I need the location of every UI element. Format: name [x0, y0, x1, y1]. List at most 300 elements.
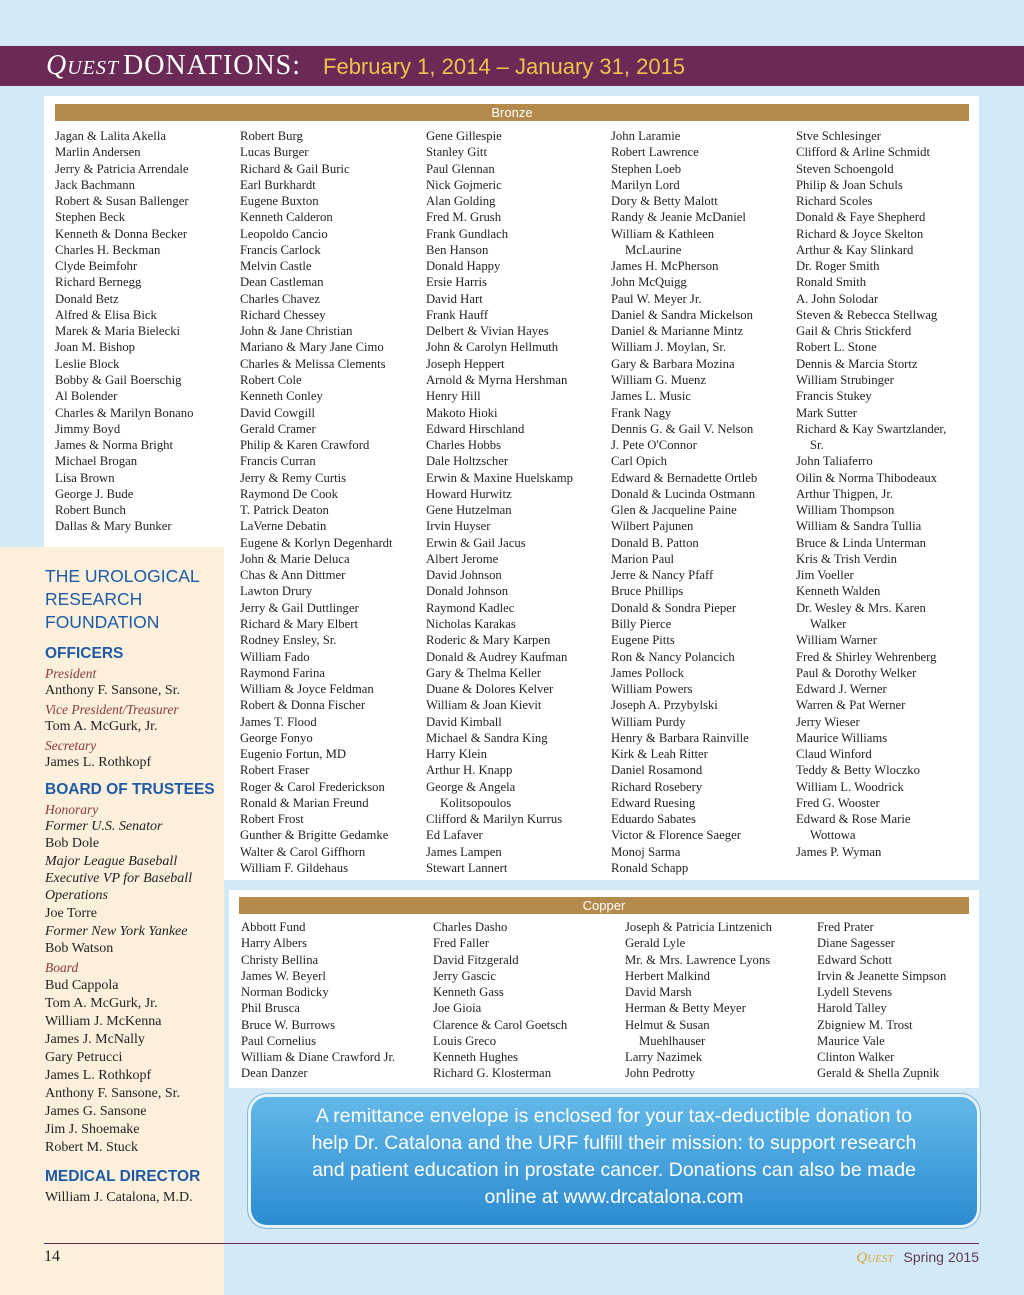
- donor-name: Glen & Jacqueline Paine: [611, 503, 737, 518]
- donor-name: Arthur H. Knapp: [426, 763, 513, 778]
- copper-column-4: [817, 919, 946, 1082]
- donor-name: Dean Castleman: [240, 275, 324, 290]
- footer-publication: [856, 1249, 979, 1267]
- donor-name: Bobby & Gail Boerschig: [55, 372, 182, 387]
- donor-name: Jimmy Boyd: [55, 421, 121, 436]
- donor-name: Ersie Harris: [426, 275, 487, 290]
- donor-name: Charles & Melissa Clements: [240, 356, 386, 371]
- board-member: Anthony F. Sansone, Sr.: [45, 1086, 181, 1101]
- honorary-3-name: Bob Watson: [45, 941, 114, 956]
- donor-name: Harry Albers: [241, 936, 307, 951]
- donor-name: Carl Opich: [611, 454, 668, 469]
- donor-name: Dale Holtzscher: [426, 454, 509, 469]
- vp-name: Tom A. McGurk, Jr.: [45, 719, 158, 734]
- donor-name: Muehlhauser: [639, 1033, 706, 1048]
- donor-name: Charles Hobbs: [426, 438, 502, 453]
- donor-name: Robert & Susan Ballenger: [55, 194, 189, 209]
- donor-name: Billy Pierce: [611, 616, 672, 631]
- donor-name: Randy & Jeanie McDaniel: [611, 210, 746, 225]
- donor-name: Herbert Malkind: [625, 968, 710, 983]
- donor-name: Bruce Phillips: [611, 584, 684, 599]
- donor-name: Mark Sutter: [796, 405, 857, 420]
- donor-name: Norman Bodicky: [241, 985, 329, 1000]
- donor-name: Clifford & Marilyn Kurrus: [426, 812, 563, 827]
- donor-name: Ronald & Marian Freund: [240, 795, 369, 810]
- donor-name: Daniel Rosamond: [611, 763, 703, 778]
- donor-name: Fred M. Grush: [426, 210, 502, 225]
- donor-name: Dennis G. & Gail V. Nelson: [611, 421, 754, 436]
- donor-name: William Purdy: [611, 714, 686, 729]
- donor-name: Donald & Sondra Pieper: [611, 600, 737, 615]
- donor-name: Warren & Pat Werner: [796, 698, 906, 713]
- donor-name: Frank Nagy: [611, 405, 672, 420]
- donor-name: William Strubinger: [796, 372, 894, 387]
- donor-name: Marion Paul: [611, 551, 675, 566]
- donor-name: Jagan & Lalita Akella: [55, 129, 166, 143]
- donor-name: Sr.: [810, 438, 824, 453]
- donor-name: James Pollock: [611, 665, 684, 680]
- org-name-line-2: RESEARCH: [45, 589, 143, 609]
- footer-edition: Spring 2015: [903, 1249, 979, 1265]
- donor-name: Maurice Vale: [817, 1033, 885, 1048]
- donor-name: Marlin Andersen: [55, 145, 141, 160]
- foundation-sidebar: [0, 547, 224, 1295]
- donor-name: John Laramie: [611, 129, 681, 143]
- donor-name: Ron & Nancy Polancich: [611, 649, 735, 664]
- president-role: President: [45, 666, 97, 681]
- date-range: February 1, 2014 – January 31, 2015: [323, 54, 686, 79]
- donor-name: Richard Rosebery: [611, 779, 703, 794]
- donor-name: Bruce & Linda Unterman: [796, 535, 927, 550]
- donor-name: Harry Klein: [426, 747, 487, 762]
- donor-name: James H. McPherson: [611, 259, 719, 274]
- donor-name: Walker: [810, 616, 847, 631]
- donor-name: Harold Talley: [817, 1001, 887, 1016]
- donor-name: Raymond Farina: [240, 665, 325, 680]
- donor-name: David Hart: [426, 291, 483, 306]
- donor-name: Jerry & Patricia Arrendale: [55, 161, 189, 176]
- donor-name: James & Norma Bright: [55, 438, 174, 453]
- donor-name: David Cowgill: [240, 405, 316, 420]
- donor-name: Daniel & Marianne Mintz: [611, 324, 744, 339]
- donor-name: Dr. Roger Smith: [796, 259, 880, 274]
- bronze-column-3: [426, 128, 573, 876]
- donor-name: Helmut & Susan: [625, 1017, 710, 1032]
- donor-name: Lydell Stevens: [817, 985, 893, 1000]
- donor-name: William Fado: [240, 649, 310, 664]
- donor-name: Paul Glennan: [426, 161, 495, 176]
- donor-name: Christy Bellina: [241, 952, 319, 967]
- org-name-line-3: FOUNDATION: [45, 612, 160, 632]
- donor-name: Charles Chavez: [240, 291, 320, 306]
- footer-rule: [44, 1243, 979, 1244]
- donor-name: Kenneth Hughes: [433, 1050, 518, 1065]
- callout-line-2: help Dr. Catalona and the URF fulfill their mission: to support research: [311, 1132, 917, 1154]
- donor-name: William & Joan Kievit: [426, 698, 542, 713]
- donor-name: Jerry & Remy Curtis: [240, 470, 347, 485]
- donor-name: Howard Hurwitz: [426, 486, 512, 501]
- donor-name: Stewart Lannert: [426, 860, 508, 875]
- donor-name: Fred G. Wooster: [796, 795, 880, 810]
- donor-name: Irvin & Jeanette Simpson: [817, 968, 947, 983]
- donor-name: Kenneth Calderon: [240, 210, 333, 225]
- donor-name: Jerry & Gail Duttlinger: [240, 600, 359, 615]
- org-name-line-1: THE UROLOGICAL: [45, 566, 200, 586]
- donor-name: Richard Scoles: [796, 194, 873, 209]
- donor-name: Erwin & Gail Jacus: [426, 535, 526, 550]
- callout-text: [251, 1103, 977, 1211]
- donor-name: James P. Wyman: [796, 844, 882, 859]
- copper-column-1: [241, 919, 395, 1082]
- donor-name: Ed Lafaver: [426, 828, 483, 843]
- donor-name: Eduardo Sabates: [611, 812, 696, 827]
- donor-name: David Johnson: [426, 568, 502, 583]
- donor-name: Larry Nazimek: [625, 1050, 703, 1065]
- donor-name: Phil Brusca: [241, 1001, 300, 1016]
- donor-name: Oilin & Norma Thibodeaux: [796, 470, 938, 485]
- donor-name: Maurice Williams: [796, 730, 888, 745]
- medical-director-name: William J. Catalona, M.D.: [45, 1190, 193, 1205]
- donor-name: Donald Johnson: [426, 584, 509, 599]
- donor-name: Delbert & Vivian Hayes: [426, 324, 549, 339]
- board-member: James L. Rothkopf: [45, 1068, 152, 1083]
- donor-name: David Fitzgerald: [433, 952, 519, 967]
- donor-name: Donald & Lucinda Ostmann: [611, 486, 756, 501]
- donor-name: William & Diane Crawford Jr.: [241, 1050, 396, 1065]
- donor-name: John & Jane Christian: [240, 324, 353, 339]
- donor-name: Walter & Carol Giffhorn: [240, 844, 366, 859]
- bronze-column-1: [55, 128, 194, 535]
- donor-name: John & Marie Deluca: [240, 551, 350, 566]
- donor-name: Richard Bernegg: [55, 275, 142, 290]
- honorary-2-name: Joe Torre: [45, 906, 98, 921]
- donor-name: Duane & Dolores Kelver: [426, 682, 554, 697]
- title-quest: Quest: [46, 50, 120, 81]
- donor-name: Frank Gundlach: [426, 226, 509, 241]
- callout-line-3: and patient education in prostate cancer. Donations can also be made: [312, 1159, 916, 1181]
- honorary-role: Honorary: [45, 802, 99, 817]
- donor-name: Joan M. Bishop: [55, 340, 136, 355]
- board-member: Bud Cappola: [45, 978, 119, 993]
- donor-name: Eugenio Fortun, MD: [240, 747, 347, 762]
- donor-name: Roderic & Mary Karpen: [426, 633, 551, 648]
- donor-name: Raymond Kadlec: [426, 600, 515, 615]
- donor-name: William Thompson: [796, 503, 895, 518]
- donor-name: Paul Cornelius: [241, 1033, 317, 1048]
- donor-name: Donald B. Patton: [611, 535, 699, 550]
- donor-name: A. John Solodar: [796, 291, 879, 306]
- donor-name: Marek & Maria Bielecki: [55, 324, 181, 339]
- donor-name: Leslie Block: [55, 356, 120, 371]
- donor-name: Ronald Smith: [796, 275, 867, 290]
- donor-name: Francis Stukey: [796, 389, 872, 404]
- donor-name: Abbott Fund: [241, 920, 306, 934]
- donor-name: Francis Carlock: [240, 242, 321, 257]
- donor-name: T. Patrick Deaton: [240, 503, 329, 518]
- board-member: Tom A. McGurk, Jr.: [45, 996, 158, 1011]
- donor-name: Nick Gojmeric: [426, 177, 502, 192]
- donor-name: J. Pete O'Connor: [611, 438, 697, 453]
- donor-name: Joseph & Patricia Lintzenich: [625, 920, 772, 934]
- donor-name: Dory & Betty Malott: [611, 194, 718, 209]
- donor-name: Gail & Chris Stickferd: [796, 324, 912, 339]
- bronze-column-4: [611, 128, 757, 876]
- donor-name: Gary & Thelma Keller: [426, 665, 541, 680]
- donor-name: Stve Schlesinger: [796, 129, 881, 143]
- donor-name: Irvin Huyser: [426, 519, 491, 534]
- honorary-2-note-2: Executive VP for Baseball: [45, 871, 193, 886]
- secretary-name: James L. Rothkopf: [45, 755, 152, 770]
- donor-name: Clarence & Carol Goetsch: [433, 1017, 568, 1032]
- donor-name: Edward J. Werner: [796, 682, 887, 697]
- donor-name: Charles Dasho: [433, 920, 508, 934]
- donor-name: Gary & Barbara Mozina: [611, 356, 735, 371]
- donor-name: Paul W. Meyer Jr.: [611, 291, 702, 306]
- callout-line-4: online at www.drcatalona.com: [484, 1186, 744, 1208]
- donor-name: Jerry Gascic: [433, 968, 497, 983]
- donor-name: Kris & Trish Verdin: [796, 551, 897, 566]
- donor-name: Dr. Wesley & Mrs. Karen: [796, 600, 926, 615]
- donor-name: Fred & Shirley Wehrenberg: [796, 649, 937, 664]
- donor-name: Jack Bachmann: [55, 177, 135, 192]
- donor-name: Clinton Walker: [817, 1050, 895, 1065]
- donor-name: Francis Curran: [240, 454, 316, 469]
- donor-name: Dennis & Marcia Stortz: [796, 356, 918, 371]
- donor-name: Philip & Karen Crawford: [240, 438, 370, 453]
- donor-name: Joe Gioia: [433, 1001, 482, 1016]
- donor-name: LaVerne Debatin: [240, 519, 327, 534]
- donor-name: Robert Lawrence: [611, 145, 699, 160]
- title-donations: DONATIONS:: [123, 50, 302, 81]
- donor-name: David Marsh: [625, 985, 692, 1000]
- donor-name: Edward & Rose Marie: [796, 812, 911, 827]
- donor-name: Rodney Ensley, Sr.: [240, 633, 337, 648]
- donor-name: Kenneth Conley: [240, 389, 323, 404]
- donor-name: Richard & Mary Elbert: [240, 616, 359, 631]
- donor-name: Richard & Joyce Skelton: [796, 226, 924, 241]
- donor-name: George J. Bude: [55, 486, 134, 501]
- donor-name: Kenneth Walden: [796, 584, 881, 599]
- donor-name: John Pedrotty: [625, 1066, 696, 1081]
- donor-name: Kenneth & Donna Becker: [55, 226, 188, 241]
- donor-name: Frank Hauff: [426, 307, 489, 322]
- donor-name: Philip & Joan Schuls: [796, 177, 903, 192]
- honorary-1-note: Former U.S. Senator: [45, 819, 163, 834]
- donor-name: James W. Beyerl: [241, 968, 326, 983]
- donor-name: Henry & Barbara Rainville: [611, 730, 749, 745]
- donor-name: John McQuigg: [611, 275, 687, 290]
- donor-name: Richard G. Klosterman: [433, 1066, 552, 1081]
- donor-name: Alfred & Elisa Bick: [55, 307, 157, 322]
- vp-role: Vice President/Treasurer: [45, 702, 179, 717]
- president-name: Anthony F. Sansone, Sr.: [45, 683, 181, 698]
- donor-name: Robert Frost: [240, 812, 304, 827]
- donor-name: Ronald Schapp: [611, 860, 689, 875]
- donor-name: Lawton Drury: [240, 584, 313, 599]
- donor-name: Steven Schoengold: [796, 161, 894, 176]
- donor-name: William F. Gildehaus: [240, 860, 349, 875]
- donor-name: Lisa Brown: [55, 470, 115, 485]
- donation-callout: [251, 1097, 977, 1225]
- donor-name: Mr. & Mrs. Lawrence Lyons: [625, 952, 771, 967]
- donor-name: Gene Gillespie: [426, 129, 502, 143]
- donor-name: Arthur & Kay Slinkard: [796, 242, 914, 257]
- donor-name: Stephen Beck: [55, 210, 126, 225]
- donor-name: McLaurine: [625, 242, 682, 257]
- donor-name: Diane Sagesser: [817, 936, 895, 951]
- donor-name: John Taliaferro: [796, 454, 873, 469]
- donor-name: Henry Hill: [426, 389, 481, 404]
- donor-name: Wottowa: [810, 828, 856, 843]
- donor-name: Eugene Buxton: [240, 194, 319, 209]
- donor-name: Wilbert Pajunen: [611, 519, 694, 534]
- donor-name: Edward Hirschland: [426, 421, 525, 436]
- donor-name: Jerry Wieser: [796, 714, 860, 729]
- donor-name: Claud Winford: [796, 747, 872, 762]
- donor-name: Arnold & Myrna Hershman: [426, 372, 568, 387]
- donor-name: Gerald Lyle: [625, 936, 686, 951]
- donor-name: Charles & Marilyn Bonano: [55, 405, 194, 420]
- donor-name: Eugene Pitts: [611, 633, 675, 648]
- donor-name: Dean Danzer: [241, 1066, 308, 1081]
- donor-name: Stanley Gitt: [426, 145, 487, 160]
- donor-name: Marilyn Lord: [611, 177, 680, 192]
- donor-name: Michael & Sandra King: [426, 730, 548, 745]
- donor-name: Donald Happy: [426, 259, 501, 274]
- officers-heading: OFFICERS: [45, 645, 124, 662]
- donor-name: Chas & Ann Dittmer: [240, 568, 346, 583]
- donor-name: William Warner: [796, 633, 878, 648]
- honorary-2-note-1: Major League Baseball: [45, 854, 178, 869]
- bronze-band: Bronze: [55, 104, 969, 121]
- board-member: Robert M. Stuck: [45, 1140, 138, 1155]
- donor-name: Fred Prater: [817, 920, 874, 934]
- donor-name: Jerre & Nancy Pfaff: [611, 568, 714, 583]
- donor-name: James Lampen: [426, 844, 502, 859]
- donor-name: Makoto Hioki: [426, 405, 498, 420]
- donor-name: Robert L. Stone: [796, 340, 877, 355]
- board-member: James J. McNally: [45, 1032, 145, 1047]
- donor-name: Richard Chessey: [240, 307, 326, 322]
- donor-name: Louis Greco: [433, 1033, 497, 1048]
- donor-name: William J. Moylan, Sr.: [611, 340, 727, 355]
- donor-name: Dallas & Mary Bunker: [55, 519, 172, 534]
- donor-name: Donald & Audrey Kaufman: [426, 649, 568, 664]
- donor-name: Jim Voeller: [796, 568, 854, 583]
- donor-name: Charles H. Beckman: [55, 242, 161, 257]
- donor-name: Kolitsopoulos: [440, 795, 512, 810]
- header-bar: [0, 46, 1024, 86]
- donor-name: William & Sandra Tullia: [796, 519, 922, 534]
- donor-name: Arthur Thigpen, Jr.: [796, 486, 894, 501]
- honorary-2-note-3: Operations: [45, 888, 108, 903]
- donor-name: Paul & Dorothy Welker: [796, 665, 917, 680]
- donor-name: Robert Burg: [240, 129, 303, 143]
- honorary-3-note: Former New York Yankee: [45, 924, 188, 939]
- donor-name: Robert & Donna Fischer: [240, 698, 366, 713]
- donor-name: Melvin Castle: [240, 259, 312, 274]
- donor-name: Roger & Carol Frederickson: [240, 779, 385, 794]
- copper-column-2: [433, 919, 567, 1082]
- donor-name: George & Angela: [426, 779, 516, 794]
- donor-name: Earl Burkhardt: [240, 177, 316, 192]
- page-number: 14: [44, 1248, 60, 1265]
- footer-quest: Quest: [856, 1250, 894, 1266]
- donor-name: Joseph Heppert: [426, 356, 505, 371]
- donor-name: Erwin & Maxine Huelskamp: [426, 470, 573, 485]
- donor-name: Victor & Florence Saeger: [611, 828, 741, 843]
- page-title: [46, 46, 685, 86]
- donor-name: Kenneth Gass: [433, 985, 504, 1000]
- donor-name: Robert Bunch: [55, 503, 126, 518]
- donor-name: Mariano & Mary Jane Cimo: [240, 340, 384, 355]
- donor-name: Raymond De Cook: [240, 486, 338, 501]
- donor-name: Robert Fraser: [240, 763, 310, 778]
- donor-name: James T. Flood: [240, 714, 317, 729]
- board-role: Board: [45, 960, 79, 975]
- donor-name: William Powers: [611, 682, 693, 697]
- donor-name: Herman & Betty Meyer: [625, 1001, 746, 1016]
- donor-name: Robert Cole: [240, 372, 302, 387]
- donor-name: Edward Ruesing: [611, 795, 696, 810]
- donor-name: Donald Betz: [55, 291, 119, 306]
- copper-band: Copper: [239, 897, 969, 914]
- donor-name: Richard & Kay Swartzlander,: [796, 421, 947, 436]
- donor-name: Eugene & Korlyn Degenhardt: [240, 535, 393, 550]
- donor-name: Zbigniew M. Trost: [817, 1017, 913, 1032]
- donor-name: Clifford & Arline Schmidt: [796, 145, 931, 160]
- donor-name: Alan Golding: [426, 194, 496, 209]
- honorary-1-name: Bob Dole: [45, 836, 100, 851]
- copper-column-3: [625, 919, 772, 1082]
- donor-name: Fred Faller: [433, 936, 490, 951]
- board-member: Jim J. Shoemake: [45, 1122, 140, 1137]
- donor-name: Daniel & Sandra Mickelson: [611, 307, 753, 322]
- donor-name: Lucas Burger: [240, 145, 309, 160]
- donor-name: James L. Music: [611, 389, 691, 404]
- donor-name: George Fonyo: [240, 730, 313, 745]
- donor-name: William L. Woodrick: [796, 779, 904, 794]
- donor-name: David Kimball: [426, 714, 502, 729]
- donor-name: William G. Muenz: [611, 372, 706, 387]
- donor-name: Gunther & Brigitte Gedamke: [240, 828, 389, 843]
- board-member: James G. Sansone: [45, 1104, 147, 1119]
- donor-name: John & Carolyn Hellmuth: [426, 340, 559, 355]
- donor-name: Edward & Bernadette Ortleb: [611, 470, 758, 485]
- donor-name: William & Joyce Feldman: [240, 682, 374, 697]
- donor-name: Kirk & Leah Ritter: [611, 747, 708, 762]
- donor-name: Gerald Cramer: [240, 421, 316, 436]
- donor-name: Edward Schott: [817, 952, 893, 967]
- bronze-column-2: [240, 128, 393, 876]
- donor-name: Steven & Rebecca Stellwag: [796, 307, 938, 322]
- secretary-role: Secretary: [45, 738, 97, 753]
- donor-name: Ben Hanson: [426, 242, 489, 257]
- bronze-column-5: [796, 128, 946, 860]
- donor-name: Michael Brogan: [55, 454, 138, 469]
- donor-name: Monoj Sarma: [611, 844, 681, 859]
- donor-name: Gene Hutzelman: [426, 503, 512, 518]
- donor-name: Bruce W. Burrows: [241, 1017, 336, 1032]
- donor-name: Stephen Loeb: [611, 161, 682, 176]
- donor-name: Nicholas Karakas: [426, 616, 516, 631]
- donor-name: Teddy & Betty Wloczko: [796, 763, 920, 778]
- donor-name: Leopoldo Cancio: [240, 226, 328, 241]
- board-heading: BOARD OF TRUSTEES: [45, 781, 215, 798]
- donor-name: Clyde Beimfohr: [55, 259, 138, 274]
- donor-name: Al Bolender: [55, 389, 118, 404]
- board-member: Gary Petrucci: [45, 1050, 123, 1065]
